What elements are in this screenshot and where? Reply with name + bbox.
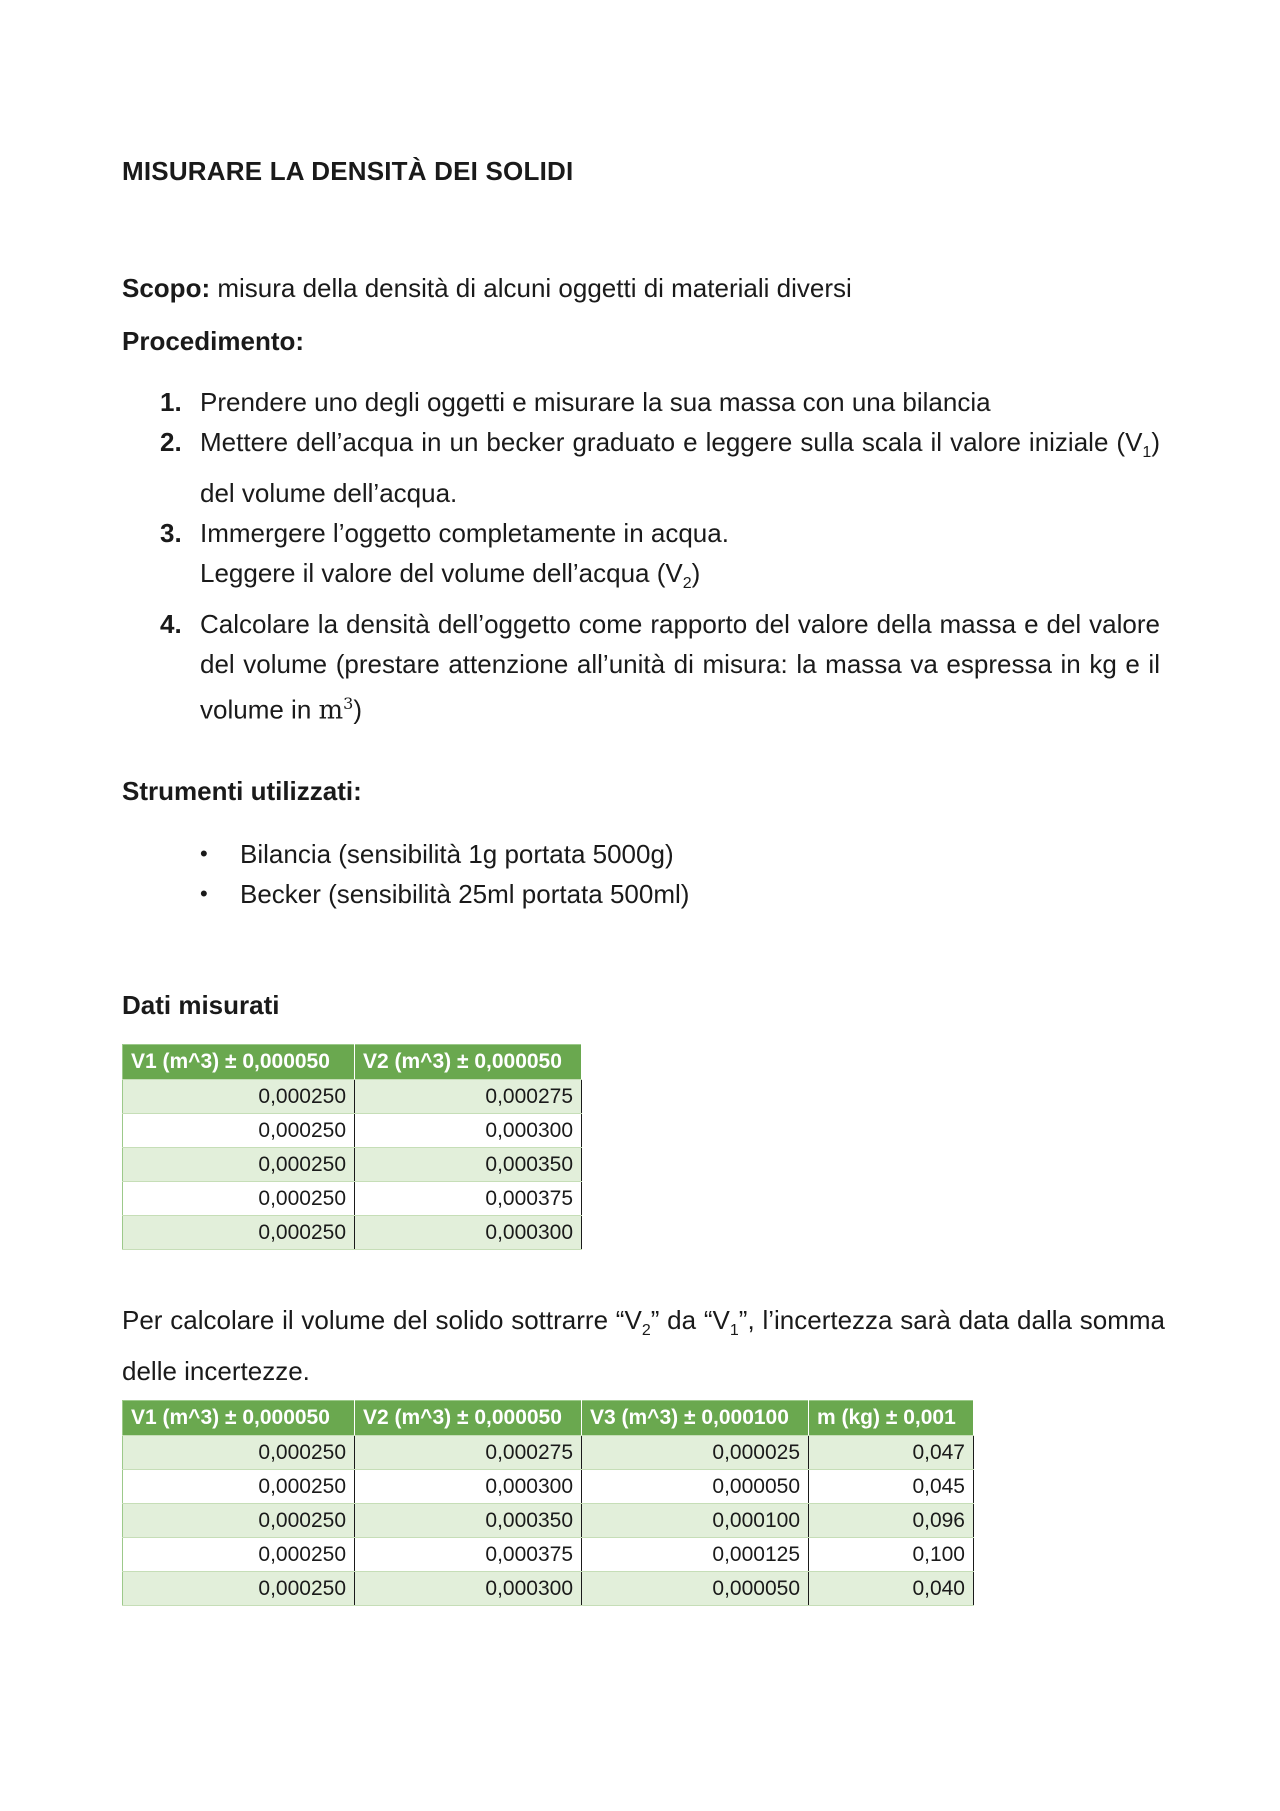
table-cell: 0,000350 xyxy=(355,1504,582,1538)
table-cell: 0,100 xyxy=(809,1538,974,1572)
procedure-step xyxy=(160,604,1160,731)
step-number: 1. xyxy=(160,387,182,417)
step-text: Mettere dell’acqua in un becker graduato e leggere sulla scala il valore iniziale (V xyxy=(200,427,1143,457)
unit-symbol: m xyxy=(318,696,344,727)
volume-note-paragraph xyxy=(122,1300,1165,1391)
step-number: 3. xyxy=(160,518,182,549)
table-cell: 0,000250 xyxy=(123,1436,355,1470)
page-title: MISURARE LA DENSITÀ DEI SOLIDI xyxy=(122,156,574,186)
table-header-row xyxy=(123,1401,974,1436)
table-cell: 0,000275 xyxy=(355,1080,582,1114)
table-cell: 0,000375 xyxy=(355,1538,582,1572)
table-cell: 0,000050 xyxy=(582,1470,809,1504)
table-row xyxy=(123,1216,582,1250)
table-row xyxy=(123,1080,582,1114)
list-item-text: Bilancia (sensibilità 1g portata 5000g) xyxy=(240,839,674,869)
instruments-list xyxy=(200,834,689,914)
step-text-line2 xyxy=(200,553,1160,604)
table-cell: 0,000300 xyxy=(355,1470,582,1504)
column-header: V2 (m^3) ± 0,000050 xyxy=(355,1401,582,1436)
step-text: ) del volume dell’acqua. xyxy=(200,427,1160,509)
procedure-heading: Procedimento: xyxy=(122,326,305,356)
note-text: ” da “V xyxy=(650,1305,730,1335)
procedure-step xyxy=(160,382,1160,422)
procedure-step xyxy=(160,513,1160,604)
table-row xyxy=(123,1148,582,1182)
table-cell: 0,000025 xyxy=(582,1436,809,1470)
procedure-steps xyxy=(160,382,1160,731)
step-text: Leggere il valore del volume dell’acqua (V xyxy=(200,558,683,589)
superscript: 3 xyxy=(343,694,354,714)
scope-text: misura della densità di alcuni oggetti di materiali diversi xyxy=(210,273,852,303)
table-row xyxy=(123,1538,974,1572)
scope-paragraph xyxy=(122,268,852,308)
table-cell: 0,047 xyxy=(809,1436,974,1470)
step-text: Calcolare la densità dell’oggetto come rapporto del valore della massa e del valore del volume (prestare attenzione all’unità di misura: la massa va espressa in kg e il volume in xyxy=(200,609,1160,726)
note-text: ”, l’incertezza sarà data dalla somma delle incertezze. xyxy=(122,1305,1165,1387)
table-cell: 0,000250 xyxy=(123,1114,355,1148)
table-cell: 0,045 xyxy=(809,1470,974,1504)
table-cell: 0,000350 xyxy=(355,1148,582,1182)
table-cell: 0,000250 xyxy=(123,1216,355,1250)
table-cell: 0,040 xyxy=(809,1572,974,1606)
results-table xyxy=(122,1400,974,1606)
measured-data-table xyxy=(122,1044,582,1250)
table-cell: 0,000250 xyxy=(123,1470,355,1504)
table-cell: 0,000275 xyxy=(355,1436,582,1470)
column-header: m (kg) ± 0,001 xyxy=(809,1401,974,1436)
subscript: 1 xyxy=(729,1322,739,1340)
procedure-step xyxy=(160,422,1160,513)
table-cell: 0,000300 xyxy=(355,1572,582,1606)
subscript: 1 xyxy=(1142,444,1152,462)
table-cell: 0,000100 xyxy=(582,1504,809,1538)
column-header: V1 (m^3) ± 0,000050 xyxy=(123,1401,355,1436)
table-cell: 0,000125 xyxy=(582,1538,809,1572)
table-cell: 0,000050 xyxy=(582,1572,809,1606)
table-row xyxy=(123,1182,582,1216)
table-row xyxy=(123,1504,974,1538)
table-cell: 0,000300 xyxy=(355,1114,582,1148)
table-row xyxy=(123,1470,974,1504)
step-text: Immergere l’oggetto completamente in acqua. xyxy=(200,518,729,549)
table-cell: 0,000250 xyxy=(123,1148,355,1182)
table-header-row xyxy=(123,1045,582,1080)
bullet-icon: • xyxy=(200,841,208,866)
table-cell: 0,000375 xyxy=(355,1182,582,1216)
step-text: ) xyxy=(691,558,701,589)
list-item xyxy=(200,834,689,874)
table-row xyxy=(123,1114,582,1148)
scope-label: Scopo: xyxy=(122,273,211,303)
table-cell: 0,000250 xyxy=(123,1572,355,1606)
step-text: ) xyxy=(353,695,363,726)
subscript: 2 xyxy=(641,1322,651,1340)
bullet-icon: • xyxy=(200,881,208,906)
table-cell: 0,096 xyxy=(809,1504,974,1538)
list-item xyxy=(200,874,689,914)
step-text: Prendere uno degli oggetti e misurare la sua massa con una bilancia xyxy=(200,387,991,417)
note-text: Per calcolare il volume del solido sottrarre “V xyxy=(122,1305,642,1335)
table-cell: 0,000300 xyxy=(355,1216,582,1250)
table-cell: 0,000250 xyxy=(123,1080,355,1114)
column-header: V1 (m^3) ± 0,000050 xyxy=(123,1045,355,1080)
subscript: 2 xyxy=(682,575,692,593)
table-cell: 0,000250 xyxy=(123,1182,355,1216)
table-cell: 0,000250 xyxy=(123,1538,355,1572)
table-row xyxy=(123,1572,974,1606)
column-header: V2 (m^3) ± 0,000050 xyxy=(355,1045,582,1080)
list-item-text: Becker (sensibilità 25ml portata 500ml) xyxy=(240,879,690,909)
instruments-heading: Strumenti utilizzati: xyxy=(122,776,362,806)
step-number: 2. xyxy=(160,427,182,457)
column-header: V3 (m^3) ± 0,000100 xyxy=(582,1401,809,1436)
table-row xyxy=(123,1436,974,1470)
step-number: 4. xyxy=(160,609,182,640)
measured-data-heading: Dati misurati xyxy=(122,990,280,1020)
table-cell: 0,000250 xyxy=(123,1504,355,1538)
